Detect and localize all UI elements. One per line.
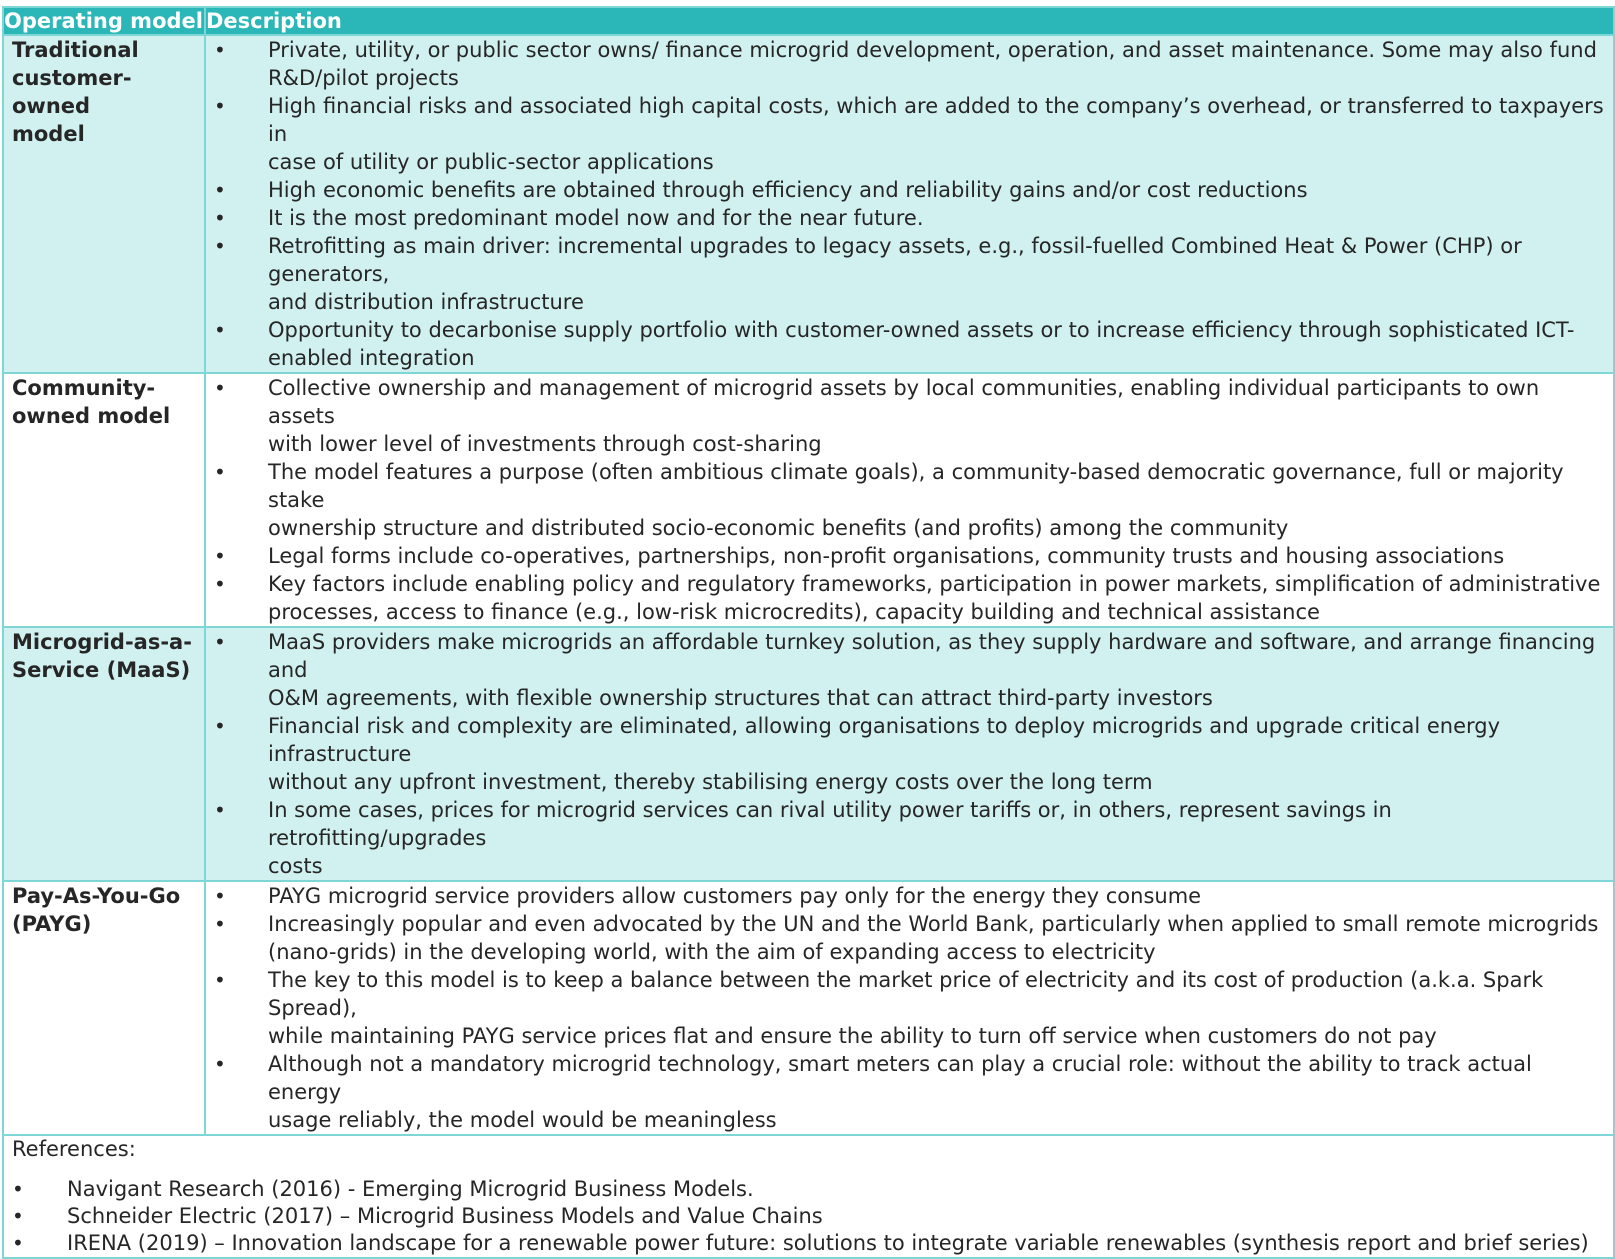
bullet-text: In some cases, prices for microgrid services can rival utility power tariffs or, in others, represent savings in retrofitting/upgrades costs xyxy=(268,798,1392,878)
operating-model-name: Traditional customer-owned model xyxy=(3,35,205,373)
operating-models-document xyxy=(2,6,1613,1259)
reference-text: Schneider Electric (2017) – Microgrid Business Models and Value Chains xyxy=(67,1204,823,1228)
list-item xyxy=(206,204,1609,232)
description-cell xyxy=(205,881,1614,1135)
bullet-text: Financial risk and complexity are eliminated, allowing organisations to deploy microgrids and upgrade critical energy infrastructure without any upfront investment, thereby stabilising energy costs over the long term xyxy=(268,714,1501,794)
bullet-icon: • xyxy=(12,1177,24,1201)
reference-item xyxy=(12,1176,1613,1203)
bullet-icon: • xyxy=(214,884,226,908)
bullet-text: The key to this model is to keep a balance between the market price of electricity and its cost of production (a.k.a. Spark Spread), while maintaining PAYG service prices flat and ensure the ability to turn off service when customers do not pay xyxy=(268,968,1544,1048)
bullet-text: MaaS providers make microgrids an affordable turnkey solution, as they supply hardware and software, and arrange financing and O&M agreements, with flexible ownership structures that can attract third-party investors xyxy=(268,630,1596,710)
operating-model-name: Pay-As-You-Go (PAYG) xyxy=(3,881,205,1135)
description-cell xyxy=(205,627,1614,881)
bullet-icon: • xyxy=(214,460,226,484)
bullet-text: It is the most predominant model now and for the near future. xyxy=(268,206,924,230)
list-item xyxy=(206,458,1609,542)
bullet-text: Collective ownership and management of microgrid assets by local communities, enabling individual participants to own assets with lower level of investments through cost-sharing xyxy=(268,376,1540,456)
bullet-icon: • xyxy=(214,630,226,654)
table-row xyxy=(3,35,1614,373)
bullet-icon: • xyxy=(214,544,226,568)
list-item xyxy=(206,570,1609,626)
list-item xyxy=(206,374,1609,458)
bullet-icon: • xyxy=(214,912,226,936)
table-body xyxy=(3,35,1614,1258)
bullet-text: Key factors include enabling policy and regulatory frameworks, participation in power markets, simplification of administrative processes, access to finance (e.g., low-risk microcredits), capacity building and technical assistance xyxy=(268,572,1601,624)
bullet-icon: • xyxy=(214,234,226,258)
table-row xyxy=(3,627,1614,881)
references-list xyxy=(12,1176,1613,1257)
bullet-icon: • xyxy=(214,1052,226,1076)
bullet-icon: • xyxy=(12,1204,24,1228)
bullet-list xyxy=(206,628,1609,880)
bullet-text: High financial risks and associated high capital costs, which are added to the company’s overhead, or transferred to taxpayers in case of utility or public-sector applications xyxy=(268,94,1604,174)
operating-models-table xyxy=(2,6,1615,1259)
bullet-text: Legal forms include co-operatives, partnerships, non-profit organisations, community trusts and housing associations xyxy=(268,544,1505,568)
description-cell xyxy=(205,35,1614,373)
bullet-text: PAYG microgrid service providers allow customers pay only for the energy they consume xyxy=(268,884,1202,908)
list-item xyxy=(206,1050,1609,1134)
bullet-list xyxy=(206,36,1609,372)
list-item xyxy=(206,628,1609,712)
bullet-icon: • xyxy=(214,178,226,202)
table-header-row xyxy=(3,7,1614,35)
list-item xyxy=(206,712,1609,796)
list-item xyxy=(206,176,1609,204)
references-row xyxy=(3,1135,1614,1258)
operating-model-name: Microgrid-as-a- Service (MaaS) xyxy=(3,627,205,881)
bullet-text: Private, utility, or public sector owns/ finance microgrid development, operation, and asset maintenance. Some may also fund R&D/pilot projects xyxy=(268,38,1597,90)
table-row xyxy=(3,373,1614,627)
description-cell xyxy=(205,373,1614,627)
list-item xyxy=(206,966,1609,1050)
references-cell xyxy=(3,1135,1614,1258)
reference-text: Navigant Research (2016) - Emerging Microgrid Business Models. xyxy=(67,1177,754,1201)
bullet-icon: • xyxy=(214,968,226,992)
bullet-list xyxy=(206,882,1609,1134)
list-item xyxy=(206,232,1609,316)
references-title: References: xyxy=(12,1137,136,1161)
bullet-icon: • xyxy=(214,94,226,118)
list-item xyxy=(206,910,1609,966)
reference-item xyxy=(12,1203,1613,1230)
bullet-text: High economic benefits are obtained through efficiency and reliability gains and/or cost reductions xyxy=(268,178,1308,202)
bullet-icon: • xyxy=(214,38,226,62)
bullet-text: Retrofitting as main driver: incremental upgrades to legacy assets, e.g., fossil-fuelled Combined Heat & Power (CHP) or generators, and distribution infrastructure xyxy=(268,234,1522,314)
bullet-icon: • xyxy=(214,572,226,596)
list-item xyxy=(206,796,1609,880)
operating-model-name: Community- owned model xyxy=(3,373,205,627)
bullet-icon: • xyxy=(214,376,226,400)
bullet-text: The model features a purpose (often ambitious climate goals), a community-based democratic governance, full or majority stake ownership structure and distributed socio-economic benefits (and profits) among the community xyxy=(268,460,1564,540)
reference-item xyxy=(12,1230,1613,1257)
bullet-icon: • xyxy=(214,798,226,822)
list-item xyxy=(206,36,1609,92)
bullet-icon: • xyxy=(214,318,226,342)
list-item xyxy=(206,92,1609,176)
bullet-text: Although not a mandatory microgrid technology, smart meters can play a crucial role: without the ability to track actual energy usage reliably, the model would be meaningless xyxy=(268,1052,1532,1132)
reference-text: IRENA (2019) – Innovation landscape for a renewable power future: solutions to integrate variable renewables (synthesis report and brief series) xyxy=(67,1231,1589,1255)
bullet-icon: • xyxy=(214,206,226,230)
list-item xyxy=(206,882,1609,910)
list-item xyxy=(206,316,1609,372)
column-header-description: Description xyxy=(205,7,1614,35)
column-header-operating-model: Operating model xyxy=(3,7,205,35)
list-item xyxy=(206,542,1609,570)
bullet-text: Increasingly popular and even advocated by the UN and the World Bank, particularly when applied to small remote microgrids (nano-grids) in the developing world, with the aim of expanding access to electricity xyxy=(268,912,1599,964)
bullet-list xyxy=(206,374,1609,626)
bullet-icon: • xyxy=(12,1231,24,1255)
table-row xyxy=(3,881,1614,1135)
bullet-text: Opportunity to decarbonise supply portfolio with customer-owned assets or to increase efficiency through sophisticated ICT- enabled integration xyxy=(268,318,1575,370)
bullet-icon: • xyxy=(214,714,226,738)
